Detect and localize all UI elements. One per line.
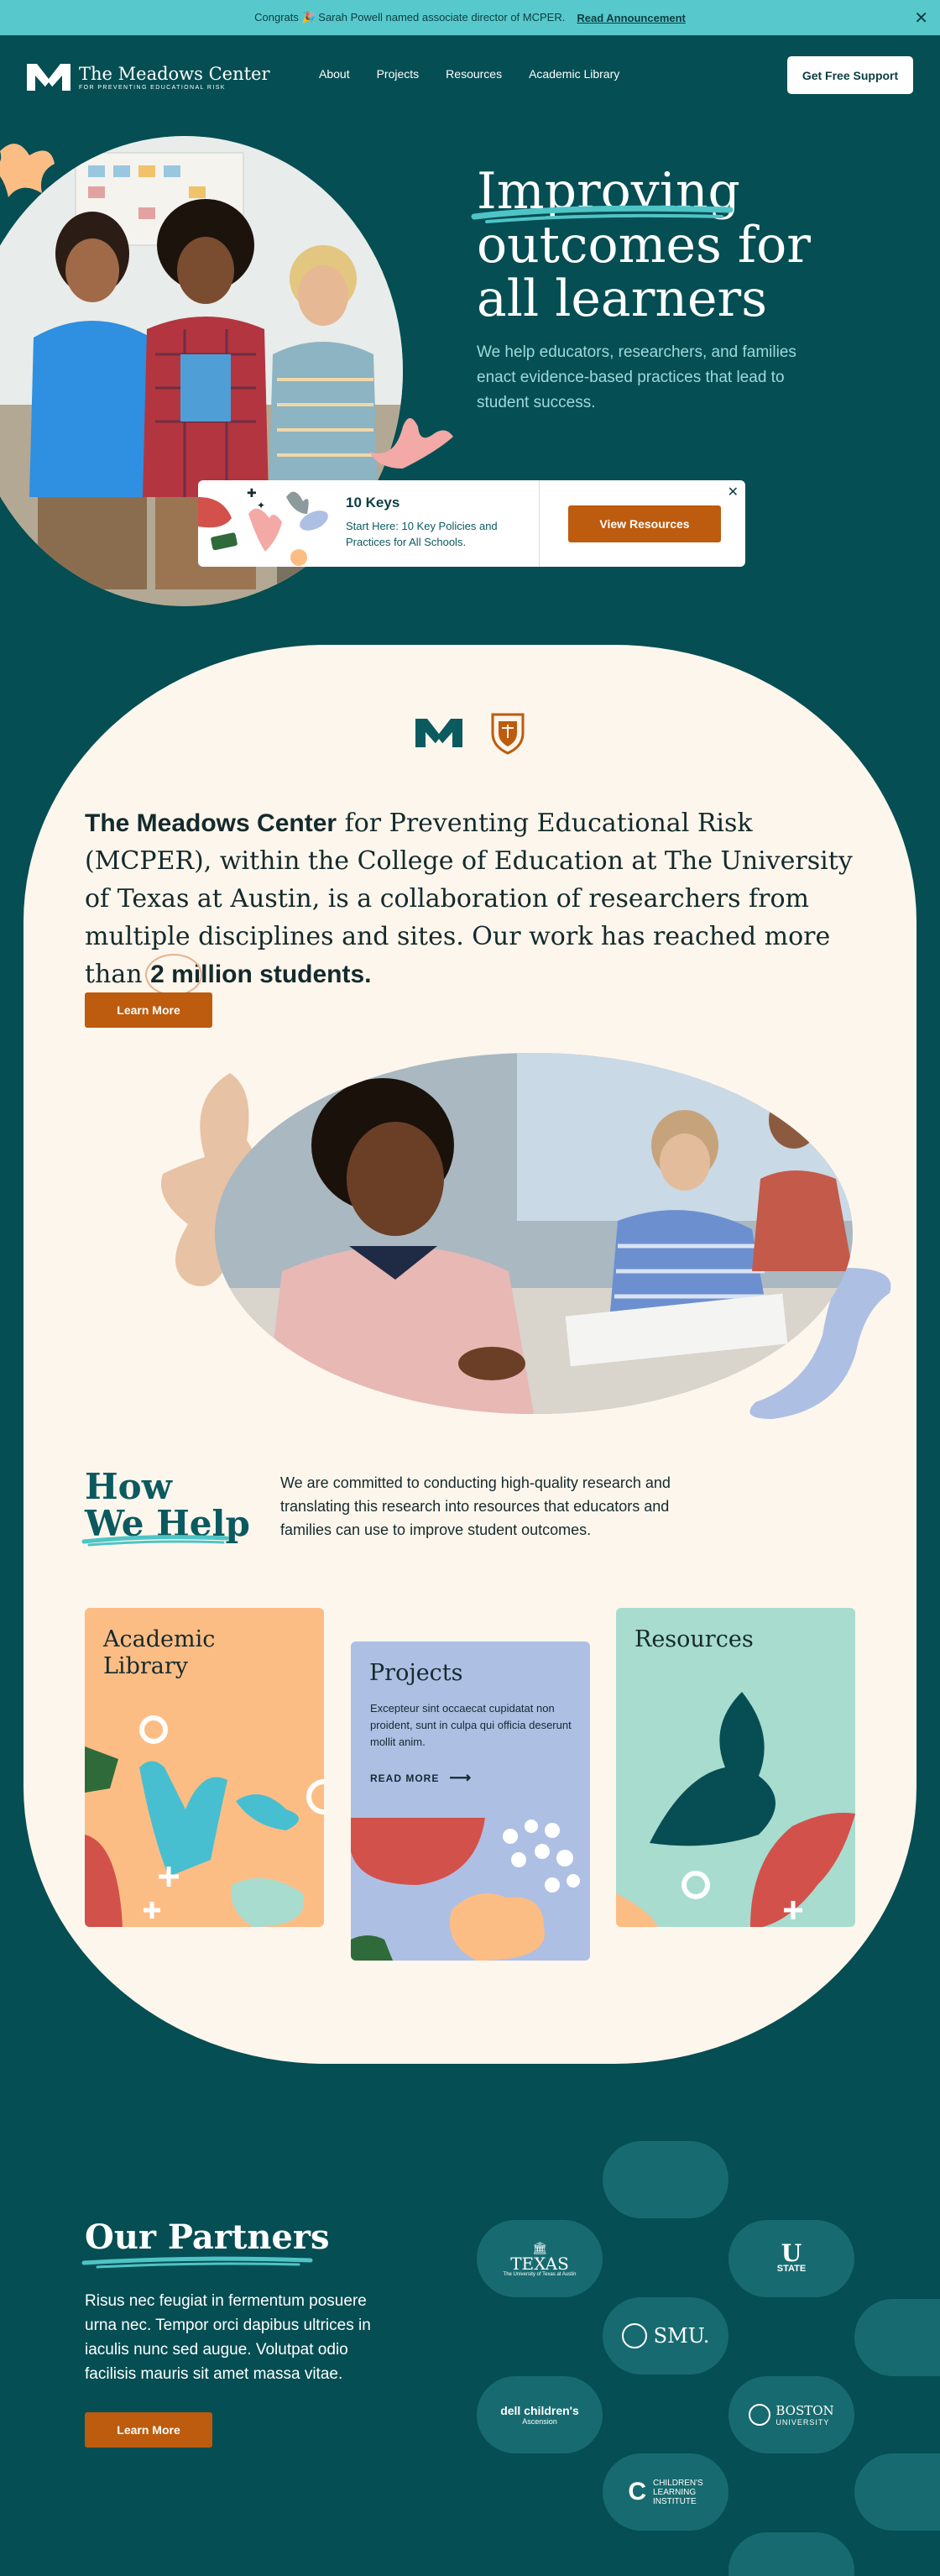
read-more-label: READ MORE bbox=[370, 1772, 440, 1784]
brush-underline-icon bbox=[81, 2253, 316, 2271]
close-icon[interactable]: ✕ bbox=[914, 9, 928, 28]
projects-title: Projects bbox=[369, 1660, 463, 1686]
how-title-line-2: We Help bbox=[85, 1503, 250, 1544]
our-partners-title: Our Partners bbox=[85, 2217, 330, 2257]
resources-card-art-icon bbox=[616, 1608, 855, 1927]
partner-utah-state[interactable] bbox=[728, 2220, 854, 2297]
nav-about[interactable]: About bbox=[319, 67, 350, 81]
main-nav bbox=[319, 67, 619, 81]
nav-academic-library[interactable]: Academic Library bbox=[529, 67, 620, 81]
how-title-line-1: How bbox=[85, 1466, 172, 1507]
meadows-m-logo-icon bbox=[25, 60, 72, 94]
how-we-help-text: We are committed to conducting high-quality research and translating this research into resources that educators and families can use to improve student outcomes. bbox=[280, 1474, 671, 1538]
partner-marks bbox=[414, 709, 526, 755]
ascension-label: Ascension bbox=[522, 2417, 557, 2426]
promo-close-icon[interactable]: ✕ bbox=[727, 485, 739, 500]
arrow-right-icon: ⟶ bbox=[449, 1769, 473, 1786]
bu-seal-icon bbox=[749, 2404, 770, 2426]
utah-state-label: STATE bbox=[776, 2264, 807, 2274]
ut-tower-icon: 🏛 bbox=[532, 2240, 547, 2254]
partner-pill-empty-bottom bbox=[728, 2532, 854, 2576]
projects-description: Excepteur sint occaecat cupidatat non proident, sunt in culpa qui officia deserunt mollit anim. bbox=[370, 1702, 572, 1748]
cli-line-3: INSTITUTE bbox=[652, 2496, 697, 2506]
utah-u-icon: U bbox=[781, 2239, 802, 2267]
about-statement bbox=[85, 804, 865, 993]
read-announcement-link[interactable]: Read Announcement bbox=[577, 11, 686, 24]
get-free-support-button[interactable]: Get Free Support bbox=[787, 56, 913, 94]
university-label: UNIVERSITY bbox=[776, 2418, 830, 2427]
svg-text:✚: ✚ bbox=[247, 486, 257, 500]
cli-c-icon: C bbox=[628, 2478, 646, 2505]
ten-keys-promo-card bbox=[198, 480, 745, 567]
academic-title-line-2: Library bbox=[103, 1653, 189, 1679]
academic-title-line-1: Academic bbox=[103, 1626, 216, 1652]
hero-subtitle: We help educators, researchers, and families enact evidence-based practices that lead to student success. bbox=[477, 343, 796, 411]
partner-smu[interactable] bbox=[603, 2297, 728, 2374]
classroom-photo bbox=[215, 1053, 853, 1414]
promo-divider bbox=[539, 480, 540, 567]
meadows-m-logo-icon bbox=[414, 715, 464, 749]
promo-title: 10 Keys bbox=[346, 495, 400, 510]
smu-label: SMU. bbox=[653, 2324, 710, 2348]
hero-title bbox=[477, 162, 811, 328]
resources-title: Resources bbox=[634, 1626, 754, 1652]
dell-label: dell children's bbox=[500, 2404, 579, 2417]
nav-projects[interactable]: Projects bbox=[376, 67, 420, 81]
promo-description: Start Here: 10 Key Policies and Practices for All Schools. bbox=[346, 520, 498, 548]
site-logo[interactable] bbox=[25, 60, 270, 94]
cli-line-1: CHILDREN'S bbox=[652, 2478, 703, 2488]
partner-childrens-learning-institute[interactable] bbox=[603, 2453, 728, 2531]
about-learn-more-button[interactable]: Learn More bbox=[85, 992, 212, 1028]
about-text: for Preventing Educational Risk (MCPER), within the College of Education at The University of Texas at Austin, is a collaboration of researchers from multiple disciplines and sites. Our work has reached more than bbox=[85, 809, 853, 989]
cli-line-2: LEARNING bbox=[652, 2487, 697, 2497]
partner-ut-texas[interactable] bbox=[477, 2220, 603, 2297]
svg-text:✦: ✦ bbox=[257, 500, 266, 511]
texas-label: TEXAS bbox=[510, 2253, 569, 2274]
projects-card-art-icon bbox=[351, 1641, 590, 1961]
texas-sub-label: The University of Texas at Austin bbox=[503, 2271, 577, 2277]
resources-card[interactable] bbox=[616, 1608, 855, 1927]
partner-dell-childrens[interactable] bbox=[477, 2376, 603, 2453]
banner-text: Congrats 🎉 Sarah Powell named associate director of MCPER. bbox=[254, 11, 566, 24]
boston-label: BOSTON bbox=[776, 2403, 834, 2418]
view-resources-button[interactable]: View Resources bbox=[568, 505, 721, 542]
partners-text: Risus nec feugiat in fermentum posuere urna nec. Tempor orci dapibus ultrices in iaculis nunc sed augue. Volutpat odio facilisis mauris sit amet massa vitae. bbox=[85, 2292, 371, 2383]
about-highlight: 2 million students. bbox=[150, 956, 371, 993]
ut-shield-icon bbox=[489, 709, 526, 755]
academic-library-card[interactable] bbox=[85, 1608, 324, 1927]
announcement-banner bbox=[0, 0, 940, 35]
smu-seal-icon bbox=[622, 2323, 647, 2348]
promo-illustration-icon bbox=[198, 480, 341, 567]
logo-name: The Meadows Center bbox=[79, 63, 270, 84]
partner-pill-empty bbox=[603, 2141, 728, 2218]
pink-shape-decor-icon bbox=[369, 401, 462, 469]
partner-pill-empty-right-2 bbox=[854, 2453, 940, 2531]
partners-learn-more-button[interactable]: Learn More bbox=[85, 2412, 212, 2448]
nav-resources[interactable]: Resources bbox=[446, 67, 503, 81]
brush-underline-icon bbox=[81, 1531, 232, 1548]
projects-card[interactable] bbox=[351, 1641, 590, 1961]
hero-title-line-1: Improving bbox=[477, 162, 740, 221]
hero-title-line-2: outcomes for bbox=[477, 216, 811, 275]
partner-boston-university[interactable] bbox=[728, 2376, 854, 2453]
hero-title-line-3: all learners bbox=[477, 270, 767, 328]
partner-pill-empty-right bbox=[854, 2299, 940, 2376]
brush-underline-icon bbox=[470, 200, 739, 225]
about-lead: The Meadows Center bbox=[85, 809, 337, 837]
logo-tagline: FOR PREVENTING EDUCATIONAL RISK bbox=[79, 84, 226, 91]
academic-card-art-icon bbox=[85, 1608, 324, 1927]
